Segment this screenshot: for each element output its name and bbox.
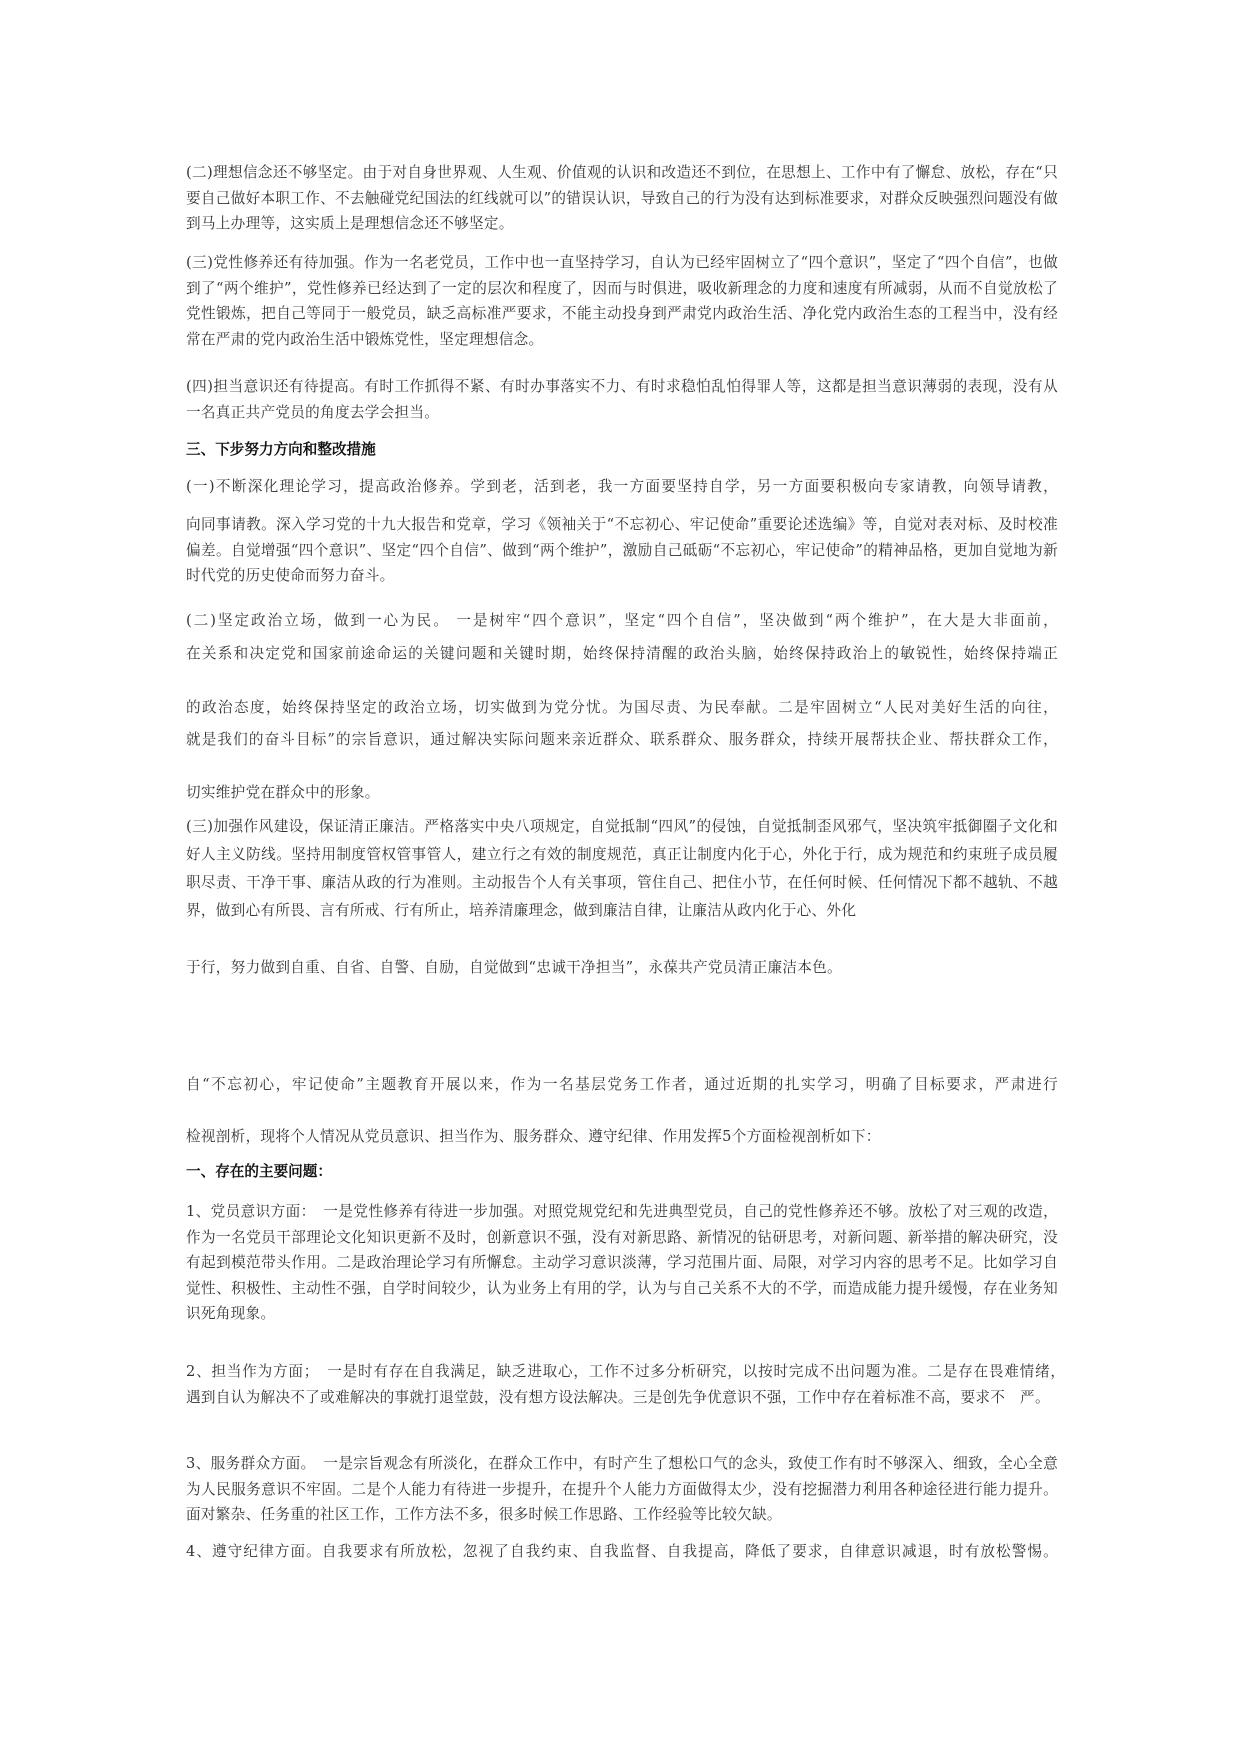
paragraph-ideal-belief: (二)理想信念还不够坚定。由于对自身世界观、人生观、价值观的认识和改造还不到位，在思想上、工作中有了懈怠、放松，存在“只要自己做好本职工作、不去触碰党纪国法的红线就可以”的错误认识，导致自己的行为没有达到标准要求，对群众反映强烈问题没有做到马上办理等，这实质上是理想信念还不够坚定。 [186,164,1058,232]
intro-line-1: 自“不忘初心，牢记使命”主题教育开展以来，作为一名基层党务工作者，通过近期的扎实学习，明确了目标要求，严肃进行 [186,1076,1058,1093]
measure-one-body: 向同事请教。深入学习党的十九大报告和党章，学习《领袖关于“不忘初心、牢记使命”重要论述选编》等，自觉对表对标、及时校准偏差。自觉增强“四个意识”、坚定“四个自信”、做到“两个维护”，激励自己砥砺“不忘初心，牢记使命”的精神品格，更加自觉地为新时代党的历史使命而努力奋斗。 [186,516,1058,584]
section-heading-rectification: 三、下步努力方向和整改措施 [186,441,376,458]
measure-two-line-3: 的政治态度，始终保持坚定的政治立场，切实做到为党分忧。为国尽责、为民奉献。二是牢固树立“人民对美好生活的向往， [186,699,1058,716]
intro-line-2: 检视剖析，现将个人情况从党员意识、担当作为、服务群众、遵守纪律、作用发挥5个方面检视剖析如下： [186,1128,881,1145]
measure-two-line-2: 在关系和决定党和国家前途命运的关键问题和关键时期，始终保持清醒的政治头脑，始终保持政治上的敏锐性，始终保持端正 [186,645,1058,662]
paragraph-responsibility-action: 2、担当作为方面； 一是时有存在自我满足，缺乏进取心，工作不过多分析研究，以按时完成不出问题为准。二是存在畏难情绪， 遇到自认为解决不了或难解决的事就打退堂鼓，没有想方设法解决。三是创先争优意识不强，工作中存在着标准不高，要求不 严。 [186,1363,1073,1406]
measure-two-line-1: (二)坚定政治立场，做到一心为民。 一是树牢“四个意识”，坚定“四个自信”，坚决做到“两个维护”，在大是大非面前， [186,612,1058,629]
paragraph-party-spirit: (三)党性修养还有待加强。作为一名老党员，工作中也一直坚持学习，自认为已经牢固树立了“四个意识”，坚定了“四个自信”，也做到了“两个维护”，党性修养已经达到了一定的层次和程度了，因而与时俱进，吸收新理念的力度和速度有所减弱，从而不自觉放松了党性锻炼，把自己等同于一般党员，缺乏高标准严要求，不能主动投身到严肃党内政治生活、净化党内政治生态的工程当中，没有经常在严肃的党内政治生活中锻炼党性，坚定理想信念。 [186,254,1058,348]
measure-two-line-5: 切实维护党在群众中的形象。 [186,784,380,801]
measure-three-body: (三)加强作风建设，保证清正廉洁。严格落实中央八项规定，自觉抵制“四风”的侵蚀，自觉抵制歪风邪气，坚决筑牢抵御圈子文化和好人主义防线。坚持用制度管权管事管人，建立行之有效的制度规范，真正让制度内化于心，外化于行，成为规范和约束班子成员履职尽责、干净干事、廉洁从政的行为准则。主动报告个人有关事项，管住自己、把住小节，在任何时候、任何情况下都不越轨、不越界，做到心有所畏、言有所戒、行有所止，培养清廉理念，做到廉洁自律，让廉洁从政内化于心、外化 [186,818,1058,919]
measure-one-first-line: (一)不断深化理论学习，提高政治修养。学到老，活到老，我一方面要坚持自学，另一方面要积极向专家请教，向领导请教， [186,478,1058,495]
section-heading-main-problems: 一、存在的主要问题： [186,1163,332,1180]
paragraph-party-awareness: 1、党员意识方面： 一是党性修养有待进一步加强。对照党规党纪和先进典型党员，自己的党性修养还不够。放松了对三观的改造，作为一名党员干部理论文化知识更新不及时，创新意识不强，没有对新思路、新情况的钻研思考，对新问题、新举措的解决研究，没有起到模范带头作用。二是政治理论学习有所懈怠。主动学习意识淡薄，学习范围片面、局限，对学习内容的思考不足。比如学习自觉性、积极性、主动性不强，自学时间较少，认为业务上有用的学，认为与自己关系不大的不学，而造成能力提升缓慢，存在业务知识死角现象。 [186,1203,1058,1322]
paragraph-serving-masses: 3、服务群众方面。 一是宗旨观念有所淡化，在群众工作中，有时产生了想松口气的念头，致使工作有时不够深入、细致，全心全意为人民服务意识不牢固。二是个人能力有待进一步提升，在提升个人能力方面做得太少，没有挖掘潜力利用各种途径进行能力提升。面对繁杂、任务重的社区工作，工作方法不多，很多时候工作思路、工作经验等比较欠缺。 [186,1455,1058,1523]
paragraph-discipline: 4、遵守纪律方面。自我要求有所放松，忽视了自我约束、自我监督、自我提高，降低了要求，自律意识减退，时有放松警惕。 [186,1543,1058,1560]
measure-two-line-4: 就是我们的奋斗目标”的宗旨意识，通过解决实际问题来亲近群众、联系群众、服务群众，持续开展帮扶企业、帮扶群众工作， [186,731,1058,748]
paragraph-responsibility: (四)担当意识还有待提高。有时工作抓得不紧、有时办事落实不力、有时求稳怕乱怕得罪人等，这都是担当意识薄弱的表现，没有从一名真正共产党员的角度去学会担当。 [186,378,1058,421]
measure-three-last-line: 于行，努力做到自重、自省、自警、自励，自觉做到“忠诚干净担当”，永葆共产党员清正廉洁本色。 [186,959,842,976]
